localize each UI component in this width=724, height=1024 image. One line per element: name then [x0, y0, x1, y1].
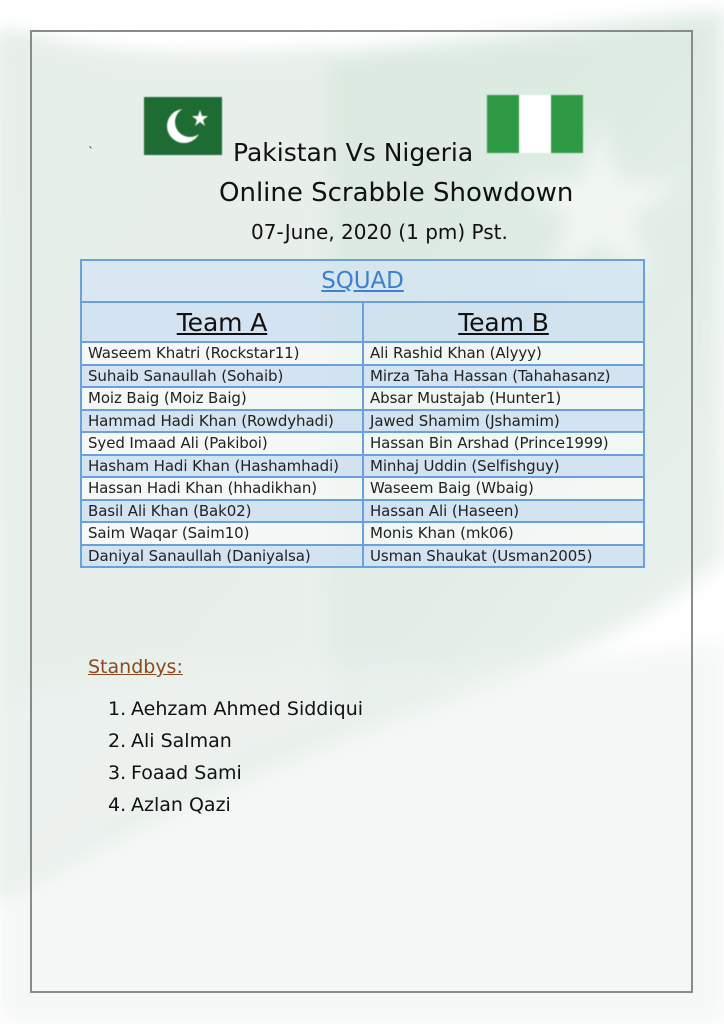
- team-a-player: Moiz Baig (Moiz Baig): [81, 387, 363, 410]
- standbys-heading: Standbys:: [88, 656, 183, 678]
- page-subtitle: Online Scrabble Showdown: [219, 178, 574, 208]
- team-a-player: Hassan Hadi Khan (hhadikhan): [81, 477, 363, 500]
- team-a-player: Basil Ali Khan (Bak02): [81, 500, 363, 523]
- pakistan-flag-icon: [144, 97, 222, 155]
- table-row: [81, 455, 644, 478]
- team-b-header: Team B: [363, 302, 644, 342]
- stray-mark: `: [88, 145, 94, 159]
- team-b-player: Monis Khan (mk06): [363, 522, 644, 545]
- team-b-player: Absar Mustajab (Hunter1): [363, 387, 644, 410]
- list-number: 2.: [108, 730, 127, 752]
- event-date: 07-June, 2020 (1 pm) Pst.: [251, 220, 508, 244]
- standby-name: Foaad Sami: [131, 762, 242, 784]
- team-b-player: Hassan Ali (Haseen): [363, 500, 644, 523]
- team-b-player: Waseem Baig (Wbaig): [363, 477, 644, 500]
- team-b-player: Jawed Shamim (Jshamim): [363, 410, 644, 433]
- team-b-player: Hassan Bin Arshad (Prince1999): [363, 432, 644, 455]
- list-number: 1.: [108, 698, 127, 720]
- team-a-player: Daniyal Sanaullah (Daniyalsa): [81, 545, 363, 568]
- list-item: [108, 794, 363, 826]
- page-title: Pakistan Vs Nigeria: [233, 138, 474, 167]
- team-a-player: Hasham Hadi Khan (Hashamhadi): [81, 455, 363, 478]
- standby-name: Aehzam Ahmed Siddiqui: [131, 698, 364, 720]
- list-number: 4.: [108, 794, 127, 816]
- standby-name: Azlan Qazi: [131, 794, 231, 816]
- table-row: [81, 365, 644, 388]
- table-row: [81, 545, 644, 568]
- table-row: [81, 387, 644, 410]
- table-row: [81, 500, 644, 523]
- list-item: [108, 730, 363, 762]
- squad-table: [80, 259, 645, 568]
- team-b-player: Mirza Taha Hassan (Tahahasanz): [363, 365, 644, 388]
- list-item: [108, 762, 363, 794]
- team-a-header: Team A: [81, 302, 363, 342]
- table-row: [81, 410, 644, 433]
- team-a-player: Suhaib Sanaullah (Sohaib): [81, 365, 363, 388]
- team-b-player: Minhaj Uddin (Selfishguy): [363, 455, 644, 478]
- list-item: [108, 698, 363, 730]
- team-a-player: Syed Imaad Ali (Pakiboi): [81, 432, 363, 455]
- table-row: [81, 342, 644, 365]
- team-a-player: Hammad Hadi Khan (Rowdyhadi): [81, 410, 363, 433]
- table-row: [81, 432, 644, 455]
- standbys-list: [108, 698, 363, 826]
- squad-heading: SQUAD: [81, 260, 644, 302]
- team-a-player: Waseem Khatri (Rockstar11): [81, 342, 363, 365]
- team-a-player: Saim Waqar (Saim10): [81, 522, 363, 545]
- standby-name: Ali Salman: [131, 730, 232, 752]
- table-row: [81, 477, 644, 500]
- nigeria-flag-icon: [487, 95, 583, 153]
- team-b-player: Ali Rashid Khan (Alyyy): [363, 342, 644, 365]
- list-number: 3.: [108, 762, 127, 784]
- team-b-player: Usman Shaukat (Usman2005): [363, 545, 644, 568]
- table-row: [81, 522, 644, 545]
